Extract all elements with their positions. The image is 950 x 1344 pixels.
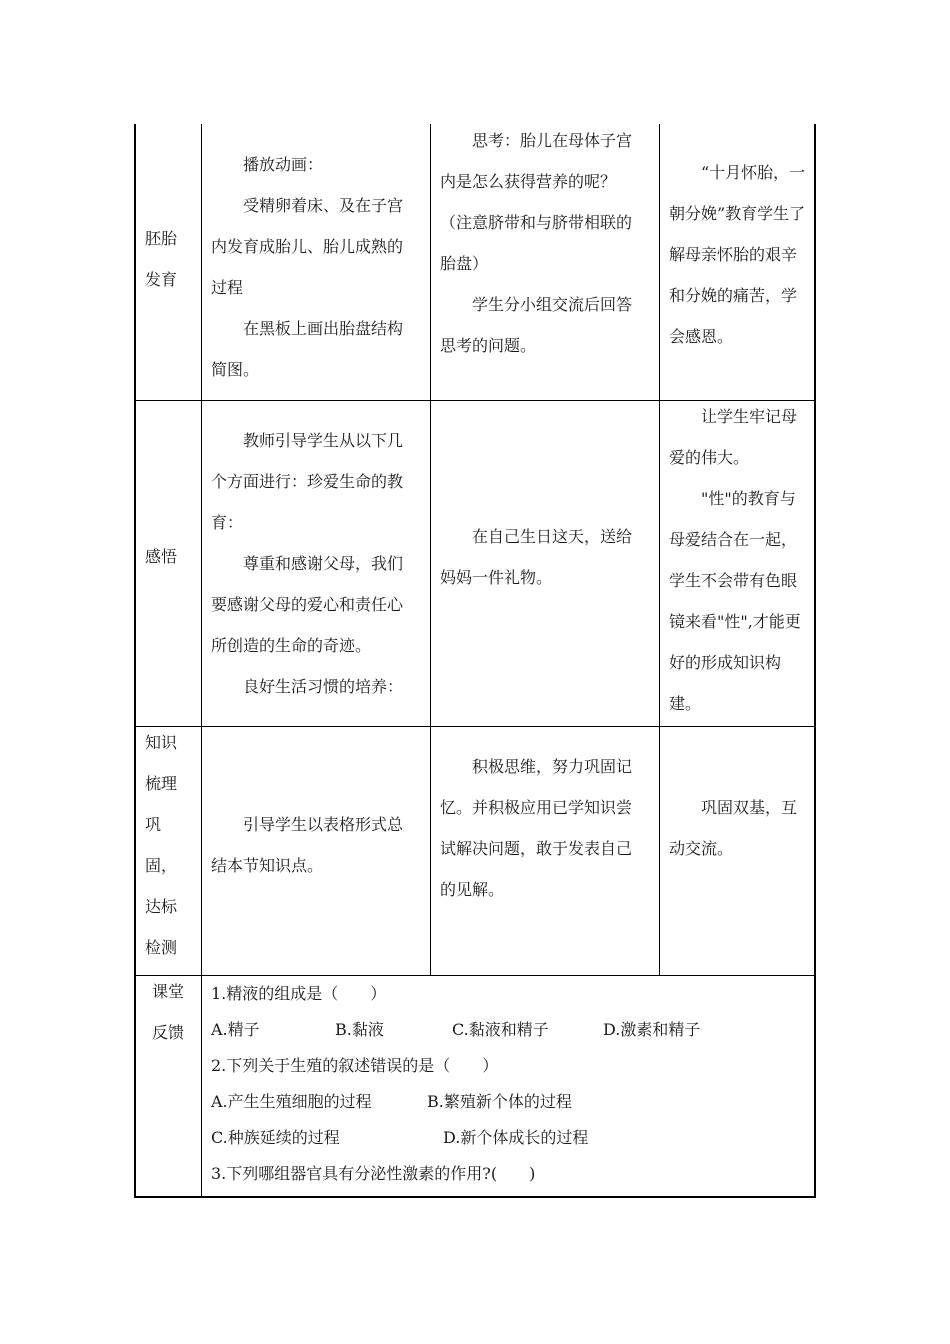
question-1: 1.精液的组成是（ ） (211, 984, 387, 1003)
question-2-options-cd (211, 1120, 807, 1156)
question-1-options (211, 1012, 807, 1048)
table-border-left (134, 124, 136, 1198)
row-label-embryo: 胚胎 发育 (145, 229, 178, 289)
q2-option-c: C.种族延续的过程 (211, 1128, 340, 1147)
q1-option-d: D.激素和精子 (603, 1020, 701, 1039)
row-label-feedback: 课堂 反馈 (152, 982, 185, 1042)
design-intent-summary: 巩固双基，互动交流。 (669, 798, 798, 858)
teacher-activity-embryo: 播放动画： 受精卵着床、及在子宫内发育成胎儿、胎儿成熟的过程 在黑板上画出胎盘结构简图。 (211, 155, 404, 379)
table-border-right (814, 124, 816, 1198)
row-label-summary: 知识 梳理 巩 固， 达标 检测 (145, 733, 178, 957)
column-divider-2 (430, 124, 431, 976)
question-2: 2.下列关于生殖的叙述错误的是（ ） (211, 1056, 499, 1075)
q1-option-a: A.精子 (211, 1020, 260, 1039)
design-intent-embryo: “十月怀胎，一朝分娩”教育学生了解母亲怀胎的艰辛和分娩的痛苦，学会感恩。 (669, 163, 806, 346)
q1-option-c: C.黏液和精子 (452, 1020, 549, 1039)
q2-option-d: D.新个体成长的过程 (443, 1128, 589, 1147)
q2-option-a: A.产生生殖细胞的过程 (211, 1092, 372, 1111)
question-2-options-ab (211, 1084, 807, 1120)
teacher-activity-summary: 引导学生以表格形式总结本节知识点。 (211, 815, 404, 875)
table-border-bottom (134, 1196, 816, 1198)
column-divider-3 (659, 124, 660, 976)
question-3: 3.下列哪组器官具有分泌性激素的作用?( ) (211, 1164, 536, 1183)
teacher-activity-reflection: 教师引导学生从以下几个方面进行：珍爱生命的教育： 尊重和感谢父母，我们要感谢父母的爱心和责任心所创造的生命的奇迹。 良好生活习惯的培养： (211, 431, 404, 696)
student-activity-reflection: 在自己生日这天，送给妈妈一件礼物。 (440, 527, 633, 587)
student-activity-embryo: 思考：胎儿在母体子宫内是怎么获得营养的呢？（注意脐带和与脐带相联的胎盘） 学生分小组交流后回答思考的问题。 (440, 131, 633, 355)
student-activity-summary: 积极思维，努力巩固记忆。并积极应用已学知识尝试解决问题，敢于发表自己的见解。 (440, 757, 633, 899)
row-divider-2 (134, 726, 816, 727)
feedback-questions (211, 976, 807, 1192)
design-intent-reflection: 让学生牢记母爱的伟大。 "性"的教育与母爱结合在一起，学生不会带有色眼镜来看"性",才能更好的形成知识构建。 (669, 407, 801, 713)
row-label-reflection: 感悟 (145, 547, 178, 566)
column-divider-1 (201, 124, 202, 1198)
q2-option-b: B.繁殖新个体的过程 (427, 1092, 572, 1111)
q1-option-b: B.黏液 (335, 1020, 384, 1039)
